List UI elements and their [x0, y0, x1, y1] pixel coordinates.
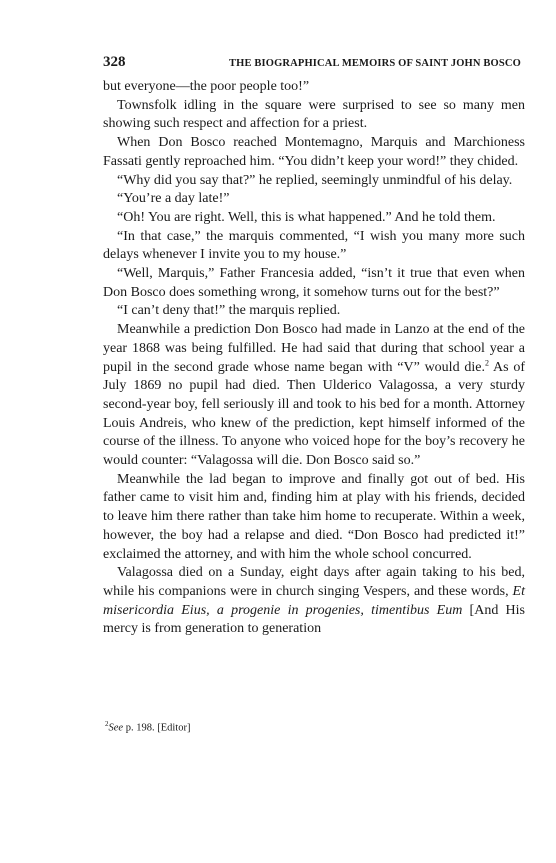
final-text-before: Valagossa died on a Sunday, eight days after again taking to his bed, while his companions were in church singing Vespers, and these words,: [103, 565, 525, 599]
paragraph: “Well, Marquis,” Father Francesia added, “isn’t it true that even when Don Bosco does something wrong, it somehow turns out for the best?”: [103, 266, 525, 300]
book-page: [103, 54, 525, 639]
page-header: [103, 54, 525, 76]
prediction-text-before: Meanwhile a prediction Don Bosco had made in Lanzo at the end of the year 1868 was being fulfilled. He had said that during that school year a pupil in the second grade whose name began with “V” would die.: [103, 322, 525, 375]
footnote-mark: 2: [105, 720, 109, 728]
paragraph: Townsfolk idling in the square were surprised to see so many men showing such respect and affection for a priest.: [103, 97, 525, 132]
footnote-reference[interactable]: 2: [484, 357, 489, 367]
body-text: [103, 78, 525, 639]
paragraph: “Oh! You are right. Well, this is what happened.” And he told them.: [117, 209, 496, 225]
paragraph: “I can’t deny that!” the marquis replied.: [117, 303, 341, 319]
footnote-see: See: [108, 722, 124, 734]
page-number: 328: [103, 54, 126, 70]
running-title: THE BIOGRAPHICAL MEMOIRS OF SAINT JOHN BOSCO: [229, 58, 521, 69]
paragraph: “Why did you say that?” he replied, seemingly unmindful of his delay.: [117, 172, 513, 188]
paragraph-prediction: [103, 321, 525, 471]
paragraph-final: [103, 564, 525, 639]
paragraph: “In that case,” the marquis commented, “I wish you many more such delays whenever I invite you to my house.”: [103, 228, 525, 263]
footnote-text: p. 198. [Editor]: [123, 722, 191, 734]
latin-quotation: Et misericordia Eius, a progenie in progenies, timentibus Eum: [103, 583, 525, 618]
prediction-text-after: As of July 1869 no pupil had died. Then Ulderico Valagossa, a very sturdy second-year boy, fell seriously ill and took to his bed for a month. Attorney Louis Andreis, who knew of the prediction, kept himself informed of the course of the illness. To anyone who voiced hope for the boy’s recovery he would counter: “Valagossa will die. Don Bosco said so.”: [103, 359, 525, 469]
paragraph: but everyone—the poor people too!”: [103, 79, 310, 94]
paragraph: Meanwhile the lad began to improve and finally got out of bed. His father came to visit him and, finding him at play with his friends, decided to leave him there rather than take him home to recuperate. Within a week, however, the boy had a relapse and died. “Don Bosco had predicted it!” exclaimed the attorney, and with him the whole school concurred.: [103, 471, 525, 562]
final-text-after: [And His mercy is from generation to generation: [103, 602, 525, 637]
footnote: [105, 720, 190, 734]
paragraph: When Don Bosco reached Montemagno, Marquis and Marchioness Fassati gently reproached him. “You didn’t keep your word!” they chided.: [103, 135, 525, 169]
paragraph: “You’re a day late!”: [117, 191, 230, 207]
